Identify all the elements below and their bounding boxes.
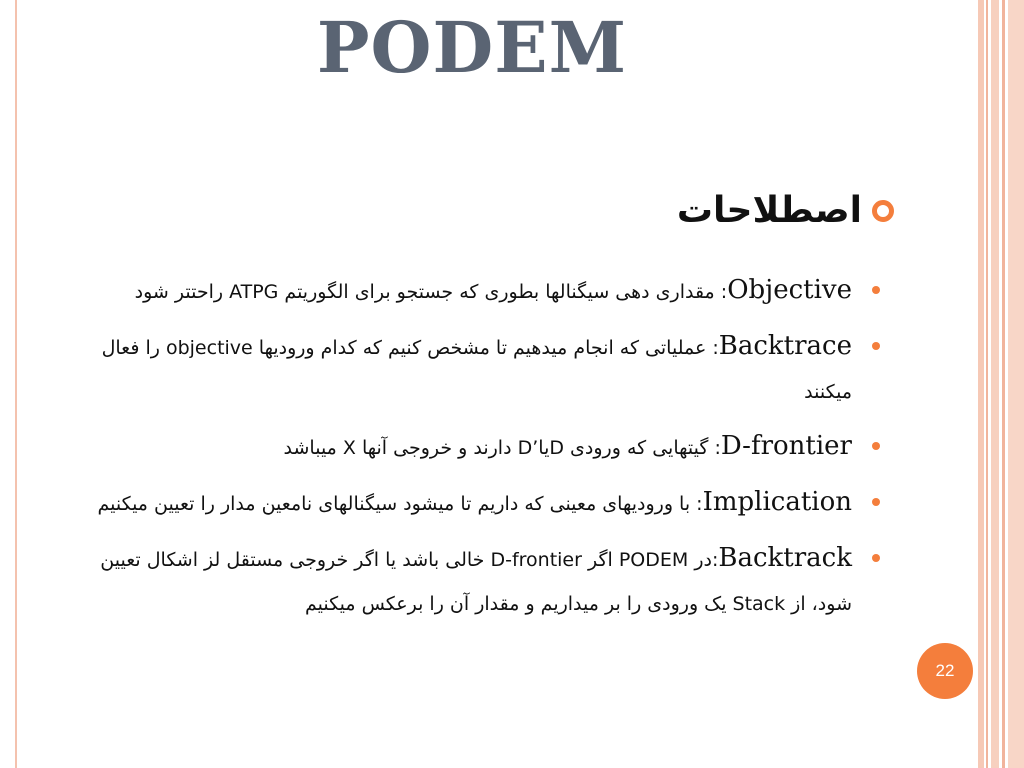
bullet-item: [62, 536, 852, 626]
section-heading-text: اصطلاحات: [676, 190, 862, 231]
bullet-item: [62, 424, 852, 470]
bullet-item: [62, 480, 852, 526]
bullet-separator: :: [714, 437, 721, 459]
bullet-dot-icon: [872, 442, 880, 450]
bullet-separator: :: [712, 337, 719, 359]
bullet-term: Implication: [702, 487, 852, 517]
right-decorative-stripe: [978, 0, 984, 768]
right-decorative-stripe: [1002, 0, 1005, 768]
bullet-separator: :: [711, 549, 719, 571]
bullet-term: D-frontier: [720, 431, 852, 461]
bullet-term: Backtrack: [718, 543, 852, 573]
bullet-dot-icon: [872, 498, 880, 506]
section-heading: [677, 190, 894, 231]
bullet-item: [62, 324, 852, 414]
right-decorative-stripe: [986, 0, 988, 768]
bullet-dot-icon: [872, 554, 880, 562]
bullet-text: مقداری دهی سیگنالها بطوری که جستجو برای الگوریتم ATPG راحتتر شود: [134, 281, 721, 303]
bullet-text: با ورودیهای معینی که داریم تا میشود سیگنالهای نامعین مدار را تعیین میکنیم: [97, 493, 697, 515]
left-border-line: [15, 0, 17, 768]
bullet-item: [62, 268, 852, 314]
slide-title: PODEM: [316, 6, 628, 89]
bullet-dot-icon: [872, 342, 880, 350]
bullet-term: Objective: [727, 275, 852, 305]
bullet-text: در PODEM اگر D-frontier خالی باشد یا اگر خروجی مستقل لز اشکال تعیین شود، از Stack یک ورودی را بر میداریم و مقدار آن را برعکس میکنیم: [100, 549, 852, 615]
bullet-text: گیتهایی که ورودی Dیا’D دارند و خروجی آنها X میباشد: [283, 437, 715, 459]
bullet-list: [62, 268, 852, 636]
bullet-separator: :: [720, 281, 728, 303]
ring-bullet-icon: [872, 200, 894, 222]
bullet-separator: :: [696, 493, 703, 515]
bullet-dot-icon: [872, 286, 880, 294]
bullet-term: Backtrace: [718, 331, 852, 361]
bullet-text: عملیاتی که انجام میدهیم تا مشخص کنیم که کدام ورودیها objective را فعال میکنند: [101, 337, 852, 403]
right-decorative-stripe: [1008, 0, 1024, 768]
right-decorative-stripe: [991, 0, 999, 768]
page-number-badge: 22: [917, 643, 973, 699]
